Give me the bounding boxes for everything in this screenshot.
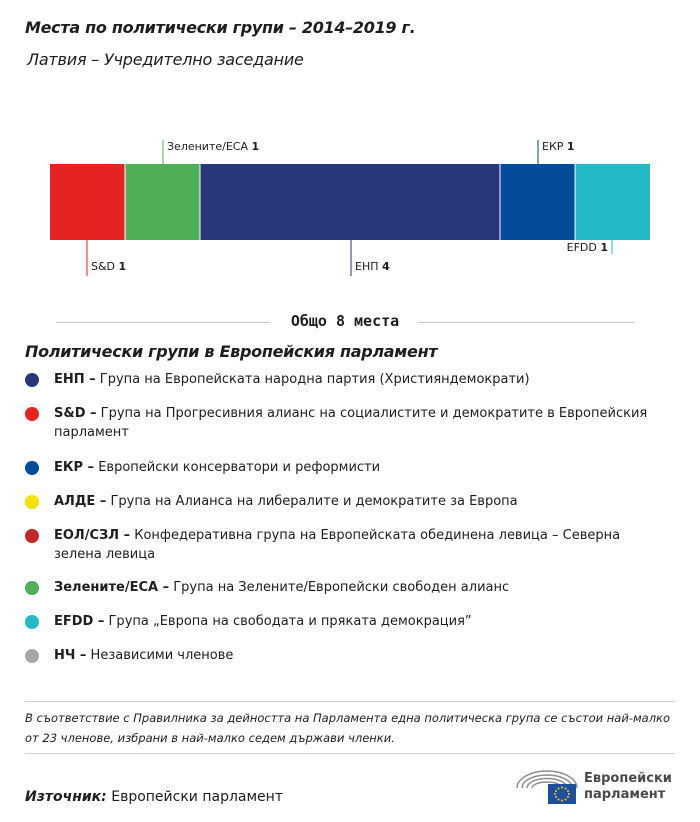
chart-title: Места по политически групи – 2014–2019 г. [25, 18, 416, 37]
legend-abbr: Зелените/ЕСА – [54, 580, 170, 595]
legend-title: Политически групи в Европейския парламент [25, 342, 438, 361]
legend-text [54, 492, 654, 511]
legend-text [54, 646, 654, 665]
legend-text [54, 526, 654, 564]
legend-dot-icon [25, 615, 39, 629]
legend-description: Група „Европа на свободата и пряката демокрация” [104, 614, 472, 629]
bar-segment-4 [575, 164, 650, 240]
legend-text [54, 404, 654, 442]
source-text: Европейски парламент [106, 789, 283, 805]
legend-abbr: ЕНП – [54, 372, 96, 387]
legend-description: Група на Прогресивния алианс на социалистите и демократите в Европейския парламент [54, 406, 648, 440]
source-label: Източник: [25, 789, 107, 805]
total-seats [56, 312, 634, 332]
legend-description: Група на Алианса на либералите и демократите за Европа [106, 494, 518, 509]
data-label: EFDD 1 [566, 241, 608, 254]
legend-abbr: ЕОЛ/СЗЛ – [54, 528, 131, 543]
legend-dot-icon [25, 495, 39, 509]
legend-abbr: EFDD – [54, 614, 105, 629]
note-divider-top [25, 701, 675, 702]
legend-abbr: ЕКР – [54, 460, 95, 475]
legend-dot-icon [25, 529, 39, 543]
legend-dot-icon [25, 461, 39, 475]
legend-text [54, 458, 654, 477]
note-divider-bottom [25, 753, 675, 754]
bar-segment-1 [125, 164, 200, 240]
legend-dot-icon [25, 581, 39, 595]
legend-dot-icon [25, 649, 39, 663]
total-seats-label: Общо 8 места [290, 312, 400, 330]
chart-subtitle: Латвия – Учредително заседание [27, 50, 304, 69]
legend-text [54, 578, 654, 597]
european-parliament-logo [514, 764, 684, 812]
legend-description: Група на Зелените/Европейски свободен алианс [169, 580, 510, 595]
footnote: В съответствие с Правилника за дейността на Парламента една политическа група се състои най-малко от 23 членове, избрани в най-малко седем държави членки. [25, 711, 671, 745]
logo-line-2: парламент [584, 787, 666, 802]
legend-description: Конфедеративна група на Европейската обединена левица – Северна зелена левица [54, 528, 621, 562]
bar-segment-3 [500, 164, 575, 240]
legend-abbr: НЧ – [54, 648, 87, 663]
legend-abbr: S&D – [54, 406, 97, 421]
legend-dot-icon [25, 407, 39, 421]
legend-description: Независими членове [86, 648, 234, 663]
legend-text [54, 612, 654, 631]
logo-text [584, 771, 672, 803]
data-label: ЕКР 1 [542, 140, 575, 153]
stacked-bar-chart [0, 130, 700, 290]
legend-description: Група на Европейската народна партия (Християндемократи) [95, 372, 530, 387]
bar-segment-0 [50, 164, 125, 240]
divider-right [418, 322, 634, 323]
legend-abbr: АЛДЕ – [54, 494, 107, 509]
legend-dot-icon [25, 373, 39, 387]
legend-description: Европейски консерватори и реформисти [94, 460, 381, 475]
european-parliament-icon [514, 766, 580, 806]
bar-segment-2 [200, 164, 500, 240]
data-label: ЕНП 4 [355, 260, 390, 273]
logo-line-1: Европейски [584, 771, 672, 786]
data-label: Зелените/ЕСА 1 [167, 140, 260, 153]
data-label: S&D 1 [91, 260, 127, 273]
source [25, 789, 283, 805]
legend-text [54, 370, 654, 389]
